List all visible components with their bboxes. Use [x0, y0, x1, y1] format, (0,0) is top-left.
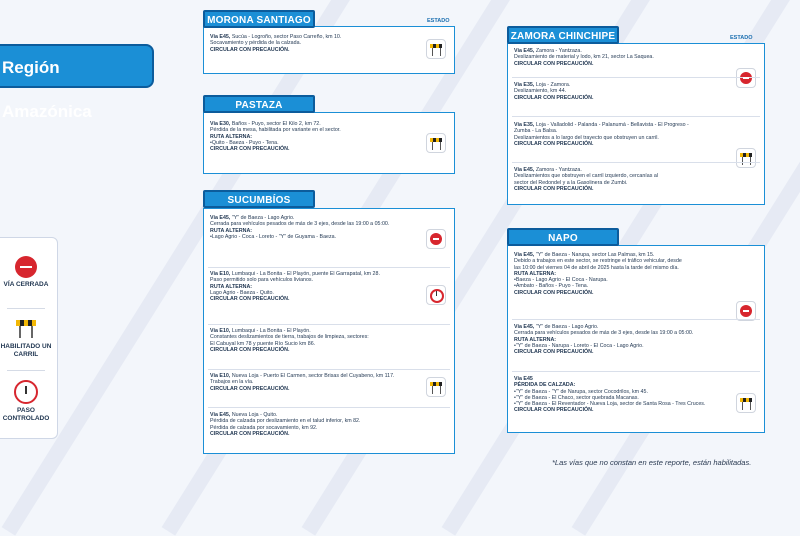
road-entry	[514, 167, 730, 192]
road-entry	[210, 412, 420, 437]
caution-text: CIRCULAR CON PRECAUCIÓN.	[514, 60, 594, 67]
road-id: Vía E45,	[514, 324, 535, 330]
status-indicator	[736, 68, 756, 88]
road-text: El Cabuyal km 78 y puente Río Sucio km 86.	[210, 340, 316, 347]
road-text: Zamora - Yantzaza.	[535, 167, 582, 173]
caution-text: CIRCULAR CON PRECAUCIÓN.	[514, 185, 594, 192]
affected-sector: • "Y" de Baeza - El Chaco, sector quebrada Macanas.	[514, 395, 730, 401]
legend-label: VÍA CERRADA	[3, 281, 49, 288]
road-entry	[514, 252, 730, 296]
estado-label: ESTADO	[730, 35, 753, 41]
section-title-napo: NAPO	[507, 228, 619, 246]
alt-route-item: • Baeza - Lago Agrio - El Coca - Narupa.	[514, 277, 730, 283]
road-text: Deslizamientos que obstruyen el carril izquierdo, cercanías al	[514, 173, 658, 180]
lane-barrier-icon	[15, 318, 37, 340]
road-entry	[514, 48, 730, 67]
divider	[512, 116, 760, 117]
road-id: Vía E10,	[210, 271, 231, 277]
road-text: Loja - Valladolid - Palanda - Palanumá - Bellavista - El Progreso -	[535, 122, 689, 128]
road-id: Vía E45,	[210, 215, 231, 221]
road-id: Vía E30,	[210, 121, 231, 127]
region-title: Región Amazónica	[0, 44, 154, 88]
legend-item-controlled	[0, 380, 57, 423]
clock-icon	[14, 380, 38, 404]
footnote: *Las vías que no constan en este reporte, están habilitadas.	[552, 458, 752, 467]
road-text: Lumbaqui - La Bonita - El Playón, puente El Garrapatal, km 28.	[231, 271, 380, 277]
legend-label: HABILITADO UN CARRIL	[0, 343, 52, 358]
road-text: sector del Redondel y a la Gasolinera de Zumbi.	[514, 179, 628, 186]
divider	[512, 162, 760, 163]
road-text: Zamora - Yantzaza.	[535, 48, 582, 54]
caution-text: CIRCULAR CON PRECAUCIÓN.	[514, 140, 594, 147]
section-box-sucumbios	[203, 208, 455, 454]
section-title-sucumbios: SUCUMBÍOS	[203, 190, 315, 208]
road-entry	[514, 324, 730, 355]
section-title-morona: MORONA SANTIAGO	[203, 10, 315, 28]
road-text: Paso permitido solo para vehículos livianos.	[210, 277, 314, 284]
alt-route-label: RUTA ALTERNA:	[514, 336, 557, 343]
lane-barrier-icon	[426, 39, 446, 59]
road-text: Nueva Loja - Puerto El Carmen, sector Brisas del Cuyabeno, km 117.	[231, 373, 395, 379]
divider	[512, 371, 760, 372]
status-indicator	[736, 301, 756, 321]
divider	[208, 369, 450, 370]
section-box-zamora	[507, 43, 765, 205]
loss-label: PÉRDIDA DE CALZADA:	[514, 382, 576, 389]
road-entry	[514, 376, 730, 414]
road-entry	[210, 373, 420, 392]
road-text: Lumbaqui - La Bonita - El Playón.	[231, 328, 311, 334]
estado-label: ESTADO	[427, 18, 450, 24]
road-text: Debido a trabajos en este sector, se restringe el tráfico vehicular, desde	[514, 258, 682, 265]
road-id: Vía E45,	[514, 48, 535, 54]
legend-label: PASO CONTROLADO	[2, 407, 50, 422]
road-text: Constantes deslizamientos de tierra, trabajos de limpieza, sectores:	[210, 334, 369, 341]
affected-sector: • "Y" de Baeza - "Y" de Narupa, sector Cocodrilos, km 45.	[514, 389, 730, 395]
caution-text: CIRCULAR CON PRECAUCIÓN.	[514, 94, 594, 101]
caution-text: CIRCULAR CON PRECAUCIÓN.	[210, 46, 290, 53]
closed-road-icon	[736, 68, 756, 88]
closed-road-icon	[736, 301, 756, 321]
road-text: Pérdida de la mesa, habilitada por variante en el sector.	[210, 127, 341, 134]
road-text: Cerrada para vehículos pesados de más de 3 ejes, desde las 19:00 a 05:00.	[210, 221, 390, 228]
caution-text: CIRCULAR CON PRECAUCIÓN.	[514, 289, 594, 296]
divider	[208, 267, 450, 268]
road-text: Socavamiento y pérdida de la calzada.	[210, 40, 301, 47]
alt-route-label: RUTA ALTERNA:	[210, 133, 253, 140]
caution-text: CIRCULAR CON PRECAUCIÓN.	[210, 430, 290, 437]
road-entry	[210, 271, 420, 302]
lane-barrier-icon	[426, 133, 446, 153]
status-indicator	[736, 148, 756, 168]
road-text: Zumba - La Balsa.	[514, 128, 558, 135]
road-entry	[210, 328, 420, 353]
section-title-zamora: ZAMORA CHINCHIPE	[507, 26, 619, 44]
divider	[7, 370, 45, 371]
road-text: Deslizamiento de material y lodo, km 21, sector La Saquea.	[514, 54, 654, 61]
divider	[512, 77, 760, 78]
road-entry	[514, 122, 730, 147]
road-text: Trabajos en la vía.	[210, 379, 254, 386]
caution-text: CIRCULAR CON PRECAUCIÓN.	[514, 349, 594, 356]
road-text: Pérdida de calzada por deslizamiento en el talud inferior, km 82.	[210, 418, 361, 425]
section-box-napo	[507, 245, 765, 433]
status-indicator	[426, 133, 446, 153]
road-text: "Y" de Baeza - Lago Agrio.	[231, 215, 295, 221]
road-text: Nueva Loja - Quito.	[231, 412, 278, 418]
closed-road-icon	[426, 229, 446, 249]
road-entry	[210, 215, 420, 240]
section-title-pastaza: PASTAZA	[203, 95, 315, 113]
lane-barrier-icon	[736, 393, 756, 413]
caution-text: CIRCULAR CON PRECAUCIÓN.	[210, 385, 290, 392]
road-id: Vía E45,	[210, 34, 231, 40]
road-text: Deslizamiento, km 44.	[514, 88, 567, 95]
caution-text: CIRCULAR CON PRECAUCIÓN.	[210, 346, 290, 353]
status-indicator	[426, 39, 446, 59]
road-entry	[514, 82, 730, 101]
status-indicator	[426, 377, 446, 397]
alt-route-item: • Quito - Baeza - Puyo - Tena.	[210, 140, 420, 146]
clock-icon	[426, 285, 446, 305]
caution-text: CIRCULAR CON PRECAUCIÓN.	[210, 146, 290, 153]
alt-route-label: RUTA ALTERNA:	[210, 227, 253, 234]
affected-sector: • "Y" de Baeza - El Reventador - Nueva Loja, sector de Santa Rosa - Tres Cruces.	[514, 401, 730, 407]
road-text: Deslizamientos a lo largo del trayecto que obstruyen un carril.	[514, 134, 659, 141]
alt-route-label: RUTA ALTERNA:	[210, 283, 253, 290]
legend-item-lane	[0, 318, 57, 359]
alt-route-item: • "Y" de Baeza - Narupa - Loreto - El Coca - Lago Agrio.	[514, 343, 730, 349]
alt-route-item: Lago Agrio - Baeza - Quito.	[210, 289, 274, 296]
divider	[7, 308, 45, 309]
section-box-pastaza	[203, 112, 455, 174]
road-entry	[210, 34, 420, 53]
alt-route-item: • Lago Agrio - Coca - Loreto - "Y" de Guyama - Baeza.	[210, 234, 420, 240]
caution-text: CIRCULAR CON PRECAUCIÓN.	[210, 296, 290, 303]
legend-item-closed	[0, 256, 57, 289]
status-indicator	[426, 229, 446, 249]
alt-route-item: • Ambato - Baños - Puyo - Tena.	[514, 283, 730, 289]
road-text: "Y" de Baeza - Narupa, sector Las Palmas, km 15.	[535, 252, 655, 258]
road-text: Baños - Puyo, sector El Kilo 2, km 72.	[231, 121, 321, 127]
road-id: Vía E10,	[210, 328, 231, 334]
divider	[512, 319, 760, 320]
road-id: Vía E45,	[210, 412, 231, 418]
road-id: Vía E35,	[514, 82, 535, 88]
lane-barrier-icon	[736, 148, 756, 168]
divider	[208, 407, 450, 408]
road-text: Cerrada para vehículos pesados de más de 3 ejes, desde las 19:00 a 05:00.	[514, 330, 694, 337]
road-id: Vía E35,	[514, 122, 535, 128]
road-text: Loja - Zamora.	[535, 82, 571, 88]
status-indicator	[426, 285, 446, 305]
road-text: las 10:00 del viernes 04 de abril de 2025 hasta la tarde del mismo día.	[514, 264, 679, 271]
road-entry	[210, 121, 420, 152]
caution-text: CIRCULAR CON PRECAUCIÓN.	[514, 407, 594, 414]
alt-route-label: RUTA ALTERNA:	[514, 270, 557, 277]
road-text: "Y" de Baeza - Lago Agrio.	[535, 324, 599, 330]
road-id: Vía E45,	[514, 167, 535, 173]
road-id: Vía E45	[514, 376, 533, 382]
section-box-morona	[203, 26, 455, 74]
status-indicator	[736, 393, 756, 413]
road-id: Vía E45,	[514, 252, 535, 258]
road-id: Vía E10,	[210, 373, 231, 379]
closed-road-icon	[15, 256, 37, 278]
road-text: Pérdida de calzada por socavamiento, km 92.	[210, 424, 318, 431]
legend-panel	[0, 237, 58, 439]
road-text: Sucúa - Logroño, sector Paso Carreño, km 10.	[231, 34, 342, 40]
lane-barrier-icon	[426, 377, 446, 397]
divider	[208, 324, 450, 325]
